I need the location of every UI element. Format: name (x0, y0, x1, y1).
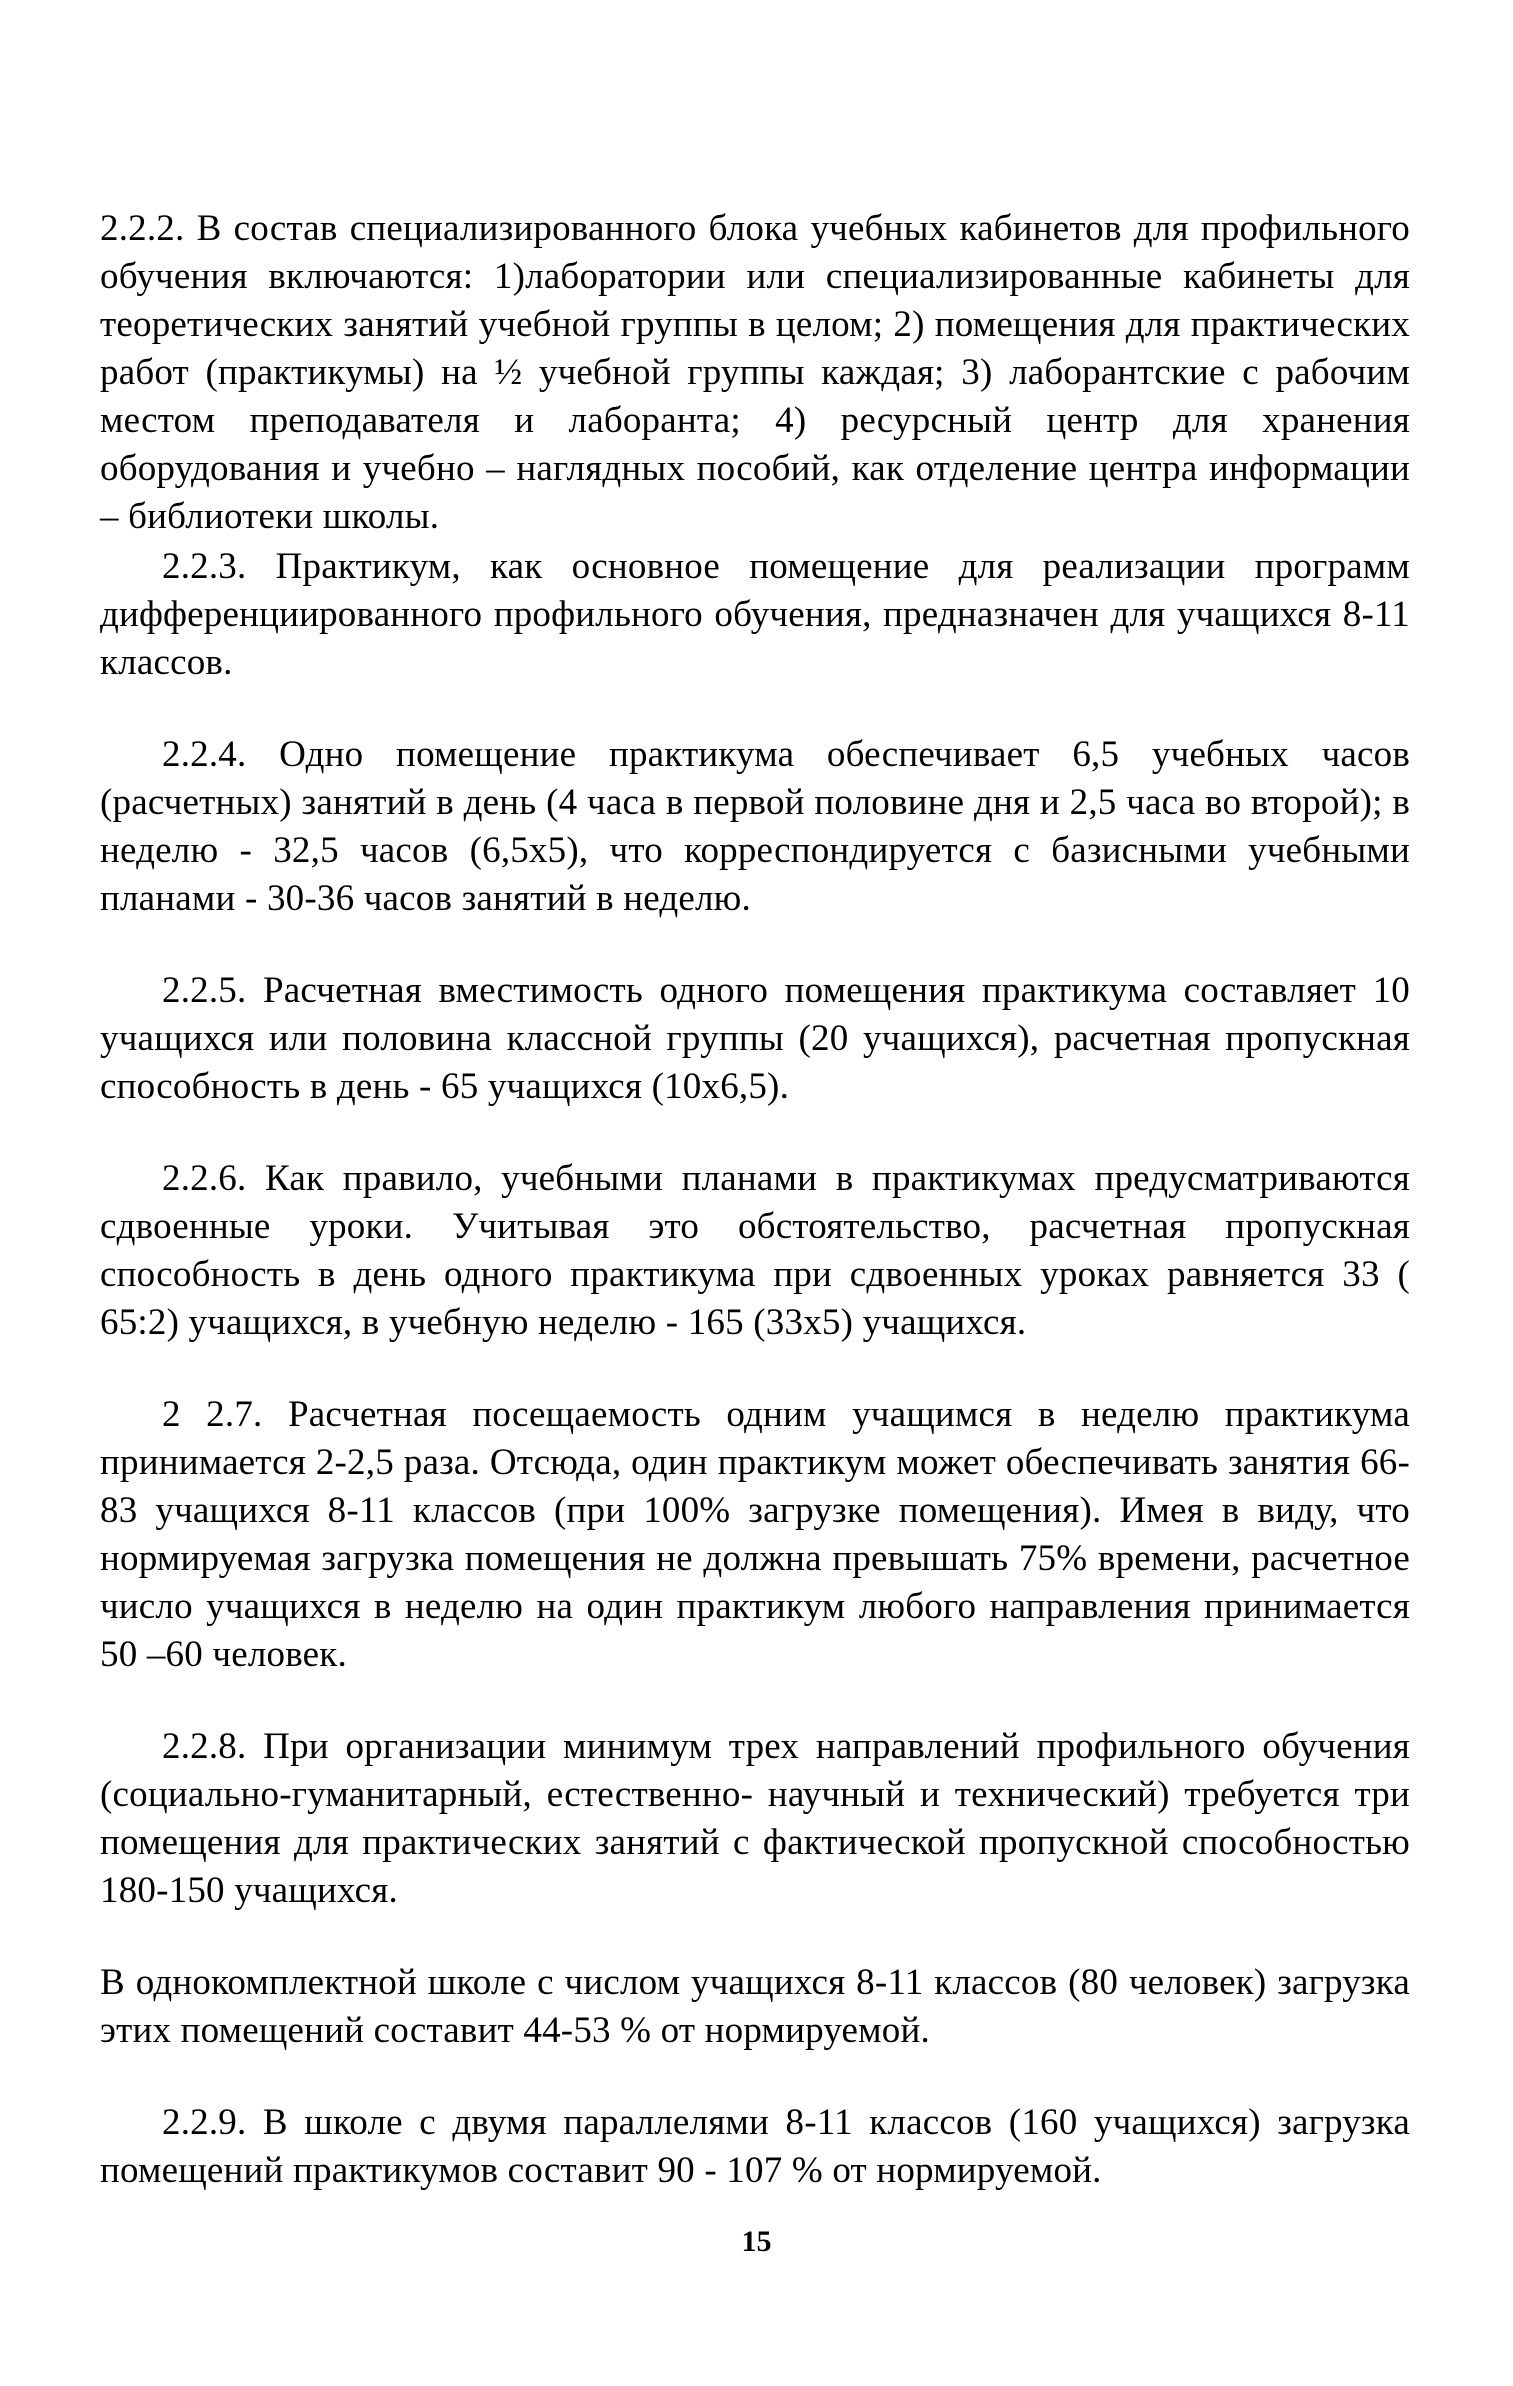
paragraph-2-2-4: 2.2.4. Одно помещение практикума обеспечивает 6,5 учебных часов (расчетных) занятий в день (4 часа в первой половине дня и 2,5 часа во второй); в неделю - 32,5 часов (6,5x5), что корреспондируется с базисными учебными планами - 30-36 часов занятий в неделю. (100, 734, 1410, 919)
paragraph-2-2-9: 2.2.9. В школе с двумя параллелями 8-11 классов (160 учащихся) загрузка помещений практикумов составит 90 - 107 % от нормируемой. (100, 2102, 1410, 2191)
paragraph-single-class-school: В однокомплектной школе с числом учащихся 8-11 классов (80 человек) загрузка этих помещений составит 44-53 % от нормируемой. (100, 1962, 1410, 2051)
paragraph-2-2-7: 2 2.7. Расчетная посещаемость одним учащимся в неделю практикума принимается 2-2,5 раза. Отсюда, один практикум может обеспечивать занятия 66- 83 учащихся 8-11 классов (при 100% загрузке помещения). Имея в виду, что нормируемая загрузка помещения не должна превышать 75% времени, расчетное число учащихся в неделю на один практикум любого направления принимается 50 –60 человек. (100, 1394, 1410, 1675)
paragraph-2-2-3: 2.2.3. Практикум, как основное помещение для реализации программ дифференциированного профильного обучения, предназначен для учащихся 8-11 классов. (100, 546, 1410, 683)
paragraph-2-2-6: 2.2.6. Как правило, учебными планами в практикумах предусматриваются сдвоенные уроки. Учитывая это обстоятельство, расчетная пропускная способность в день одного практикума при сдвоенных уроках равняется 33 ( 65:2) учащихся, в учебную неделю - 165 (33x5) учащихся. (100, 1158, 1410, 1343)
paragraph-2-2-5: 2.2.5. Расчетная вместимость одного помещения практикума составляет 10 учащихся или половина классной группы (20 учащихся), расчетная пропускная способность в день - 65 учащихся (10x6,5). (100, 970, 1410, 1107)
document-body (100, 205, 1410, 2195)
paragraph-2-2-8: 2.2.8. При организации минимум трех направлений профильного обучения (социально-гуманитарный, естественно- научный и технический) требуется три помещения для практических занятий с фактической пропускной способностью 180-150 учащихся. (100, 1726, 1410, 1911)
paragraph-2-2-2: 2.2.2. В состав специализированного блока учебных кабинетов для профильного обучения включаются: 1)лаборатории или специализированные кабинеты для теоретических занятий учебной группы в целом; 2) помещения для практических работ (практикумы) на ½ учебной группы каждая; 3) лаборантские с рабочим местом преподавателя и лаборанта; 4) ресурсный центр для хранения оборудования и учебно – наглядных пособий, как отделение центра информации – библиотеки школы. (100, 208, 1410, 537)
page-number: 15 (741, 2225, 772, 2258)
